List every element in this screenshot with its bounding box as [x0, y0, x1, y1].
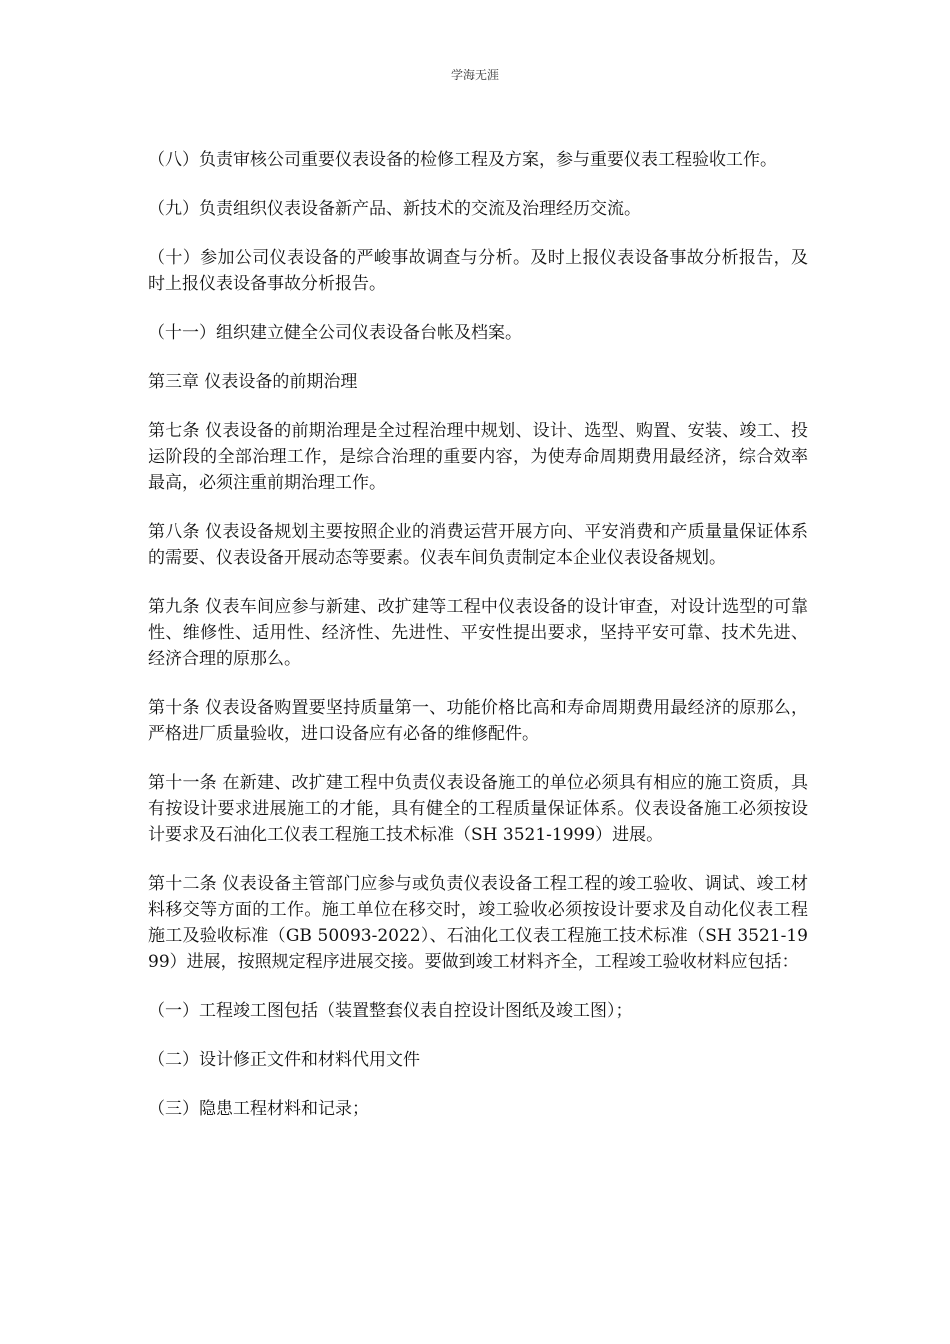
- list-item-3: （三）隐患工程材料和记录；: [148, 1099, 369, 1119]
- document-body: [148, 147, 808, 1145]
- paragraph-item-9: （九）负责组织仪表设备新产品、新技术的交流及治理经历交流。: [148, 199, 641, 219]
- page-header: 学海无涯: [450, 68, 499, 82]
- article-11: 第十一条 在新建、改扩建工程中负责仪表设备施工的单位必须具有相应的施工资质，具有按设计要求进展施工的才能，具有健全的工程质量保证体系。仪表设备施工必须按设计要求及石油化工仪表工程施工技术标准（SH 3521-1999）进展。: [148, 773, 808, 845]
- article-9: 第九条 仪表车间应参与新建、改扩建等工程中仪表设备的设计审查，对设计选型的可靠性、维修性、适用性、经济性、先进性、平安性提出要求，坚持平安可靠、技术先进、经济合理的原那么。: [148, 597, 808, 669]
- article-7: 第七条 仪表设备的前期治理是全过程治理中规划、设计、选型、购置、安装、竣工、投运阶段的全部治理工作，是综合治理的重要内容，为使寿命周期费用最经济，综合效率最高，必须注重前期治理工作。: [148, 421, 808, 493]
- article-10: 第十条 仪表设备购置要坚持质量第一、功能价格比高和寿命周期费用最经济的原那么，严格进厂质量验收，进口设备应有必备的维修配件。: [148, 698, 808, 744]
- paragraph-item-10: （十）参加公司仪表设备的严峻事故调查与分析。及时上报仪表设备事故分析报告，及时上报仪表设备事故分析报告。: [148, 248, 808, 294]
- article-12: 第十二条 仪表设备主管部门应参与或负责仪表设备工程工程的竣工验收、调试、竣工材料移交等方面的工作。施工单位在移交时，竣工验收必须按设计要求及自动化仪表工程施工及验收标准（GB 50093-2022）、石油化工仪表工程施工技术标准（SH 3521-1999）进展，按照规定程序进展交接。要做到竣工材料齐全，工程竣工验收材料应包括：: [148, 874, 808, 972]
- article-8: 第八条 仪表设备规划主要按照企业的消费运营开展方向、平安消费和产质量量保证体系的需要、仪表设备开展动态等要素。仪表车间负责制定本企业仪表设备规划。: [148, 522, 808, 568]
- chapter-heading: 第三章 仪表设备的前期治理: [148, 372, 358, 392]
- paragraph-item-8: （八）负责审核公司重要仪表设备的检修工程及方案，参与重要仪表工程验收工作。: [148, 150, 777, 170]
- paragraph-item-11: （十一）组织建立健全公司仪表设备台帐及档案。: [148, 323, 522, 343]
- list-item-2: （二）设计修正文件和材料代用文件: [148, 1050, 420, 1070]
- list-item-1: （一）工程竣工图包括（装置整套仪表自控设计图纸及竣工图）；: [148, 1001, 633, 1021]
